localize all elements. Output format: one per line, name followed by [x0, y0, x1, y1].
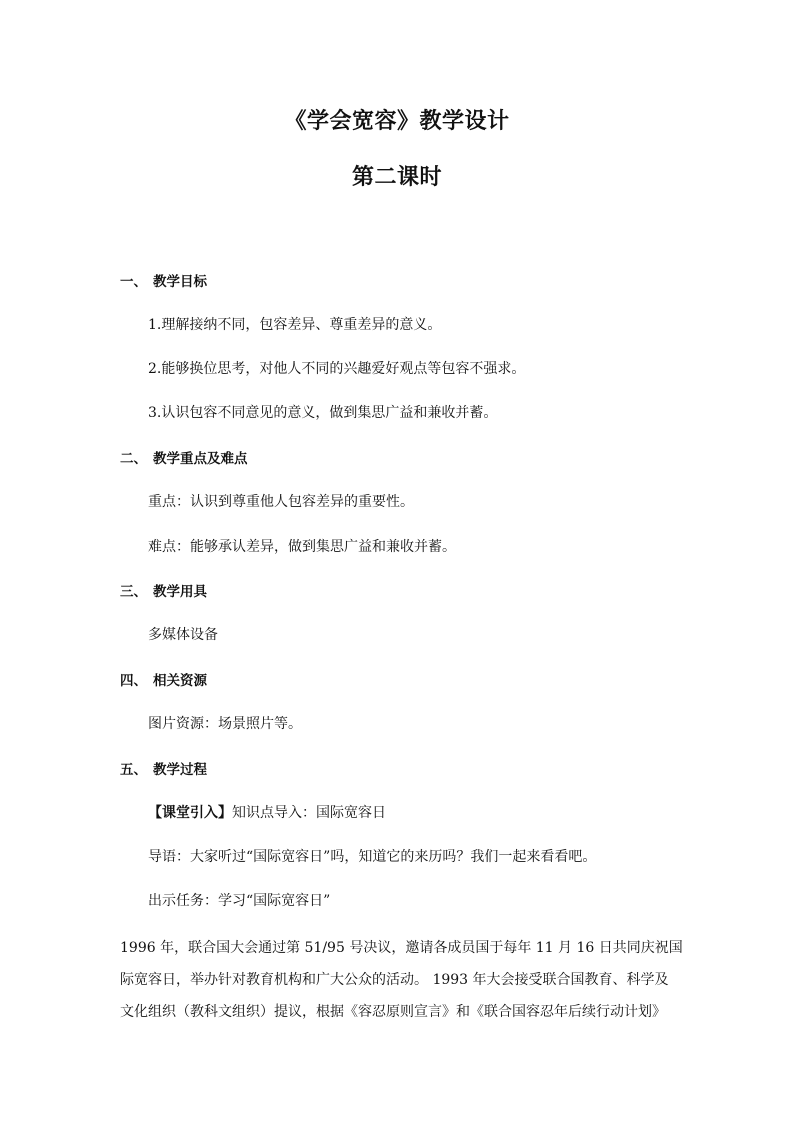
- lead-in-label: 【课堂引入】: [148, 805, 232, 821]
- body-paragraph: [120, 932, 683, 1028]
- section-number: 五、: [120, 762, 147, 778]
- section-title: 教学目标: [153, 274, 207, 290]
- tools-item: 多媒体设备: [148, 627, 218, 643]
- section-number: 一、: [120, 274, 147, 290]
- document-subtitle: 第二课时: [351, 165, 442, 190]
- objective-item: 3.认识包容不同意见的意义，做到集思广益和兼收并蓄。: [148, 405, 498, 421]
- section-heading-tools: [120, 580, 207, 600]
- section-number: 四、: [120, 673, 147, 689]
- section-title: 教学重点及难点: [153, 451, 248, 467]
- body-line: 1996 年，联合国大会通过第 51/95 号决议，邀请各成员国于每年 11 月 16 日共同庆祝国: [120, 940, 683, 956]
- section-heading-process: [120, 758, 207, 778]
- section-heading-resources: [120, 669, 207, 689]
- section-number: 二、: [120, 451, 147, 467]
- section-title: 教学用具: [153, 584, 207, 600]
- objective-item: 1.理解接纳不同，包容差异、尊重差异的意义。: [148, 317, 442, 333]
- lead-in-text: 知识点导入：国际宽容日: [232, 805, 386, 821]
- lead-in-paragraph: [148, 802, 386, 822]
- objective-item: 2.能够换位思考，对他人不同的兴趣爱好观点等包容不强求。: [148, 361, 526, 377]
- process-item: 出示任务：学习“国际宽容日”: [148, 893, 331, 909]
- body-line: 文化组织（教科文组织）提议，根据《容忍原则宣言》和《联合国容忍年后续行动计划》: [120, 1004, 666, 1020]
- process-item: 导语：大家听过“国际宽容日”吗，知道它的来历吗？我们一起来看看吧。: [148, 849, 597, 865]
- section-heading-objectives: [120, 270, 207, 290]
- key-point-item: 难点：能够承认差异，做到集思广益和兼收并蓄。: [148, 539, 456, 555]
- section-heading-key-points: [120, 447, 248, 467]
- document-title: 《学会宽容》教学设计: [284, 109, 510, 134]
- section-title: 教学过程: [153, 762, 207, 778]
- resources-item: 图片资源：场景照片等。: [148, 716, 302, 732]
- key-point-item: 重点：认识到尊重他人包容差异的重要性。: [148, 494, 414, 510]
- section-title: 相关资源: [153, 673, 207, 689]
- body-line: 际宽容日，举办针对教育机构和广大公众的活动。 1993 年大会接受联合国教育、科学及: [120, 972, 669, 988]
- section-number: 三、: [120, 584, 147, 600]
